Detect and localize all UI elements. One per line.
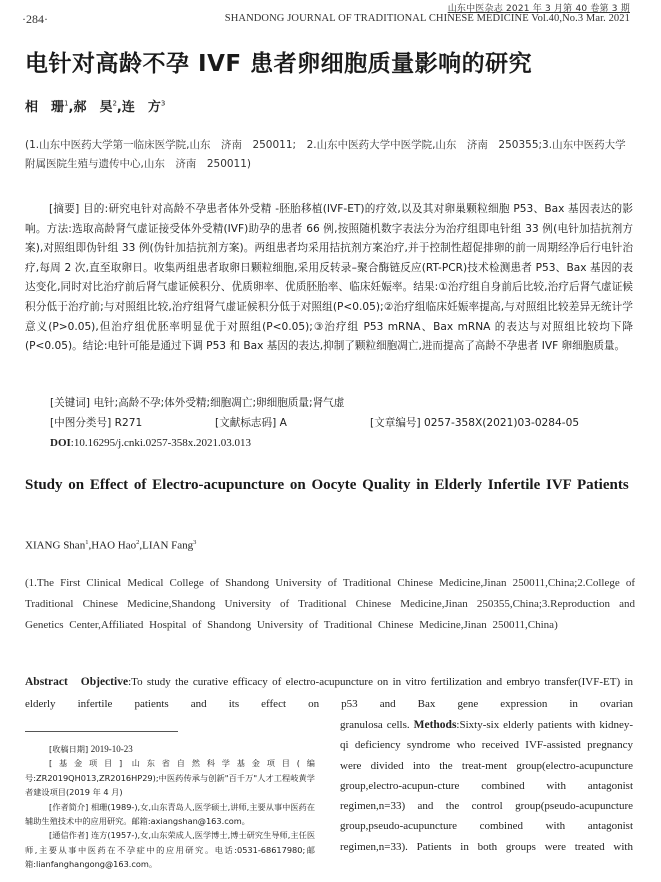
author-name: 郝 昊 [73, 100, 113, 115]
abstract-english-top [25, 671, 633, 715]
corresponding-label: [通信作者] [49, 830, 89, 841]
author-affiliation-mark: 2 [112, 99, 117, 108]
doi-value[interactable]: :10.16295/j.cnki.0257-358x.2021.03.013 [70, 437, 252, 449]
methods-text: :Sixty-six elderly patients with kidney-qi deficiency syndrome who received IVF-assisted pregnancy were divided into the treat-ment group(electro-acupuncture group,electro-acupun-cture combined with antagonist regimen,n=33) and the control group(pseudo-acupuncture group,pseudo-acupuncture combined with antagonist regimen,n=33). Patients in both groups were treated with [340, 719, 633, 853]
abstract-text: 目的:研究电针对高龄不孕患者体外受精 -胚胎移植(IVF-ET)的疗效,以及其对卵巢颗粒细胞 P53、Bax 基因表达的影响。方法:选取高龄肾气虚证接受体外受精(IVF)助孕的患者 66 例,按照随机数字表法分为治疗组即电针组 33 例(电针加拮抗剂方案),对照组即伪针组 33 例(伪针加拮抗剂方案)。两组患者均采用拮抗剂方案治疗,并于控制性超促排卵的前一周期经净后行电针治疗,每周 2 次,直至取卵日。收集两组患者取卵日颗粒细胞,采用反转录–聚合酶链反应(RT-PCR)技术检测患者 P53、Bax 基因的表达变化,同时对比治疗前后肾气虚证候积分、优质卵率、优质胚胎率、临床妊娠率。结果:①治疗组自身前后比较,治疗后肾气虚证候积分低于治疗前;与对照组比较,治疗组肾气虚证候积分低于对照组(P<0.05);②治疗组临床妊娠率提高,与对照组比较差异无统计学意义(P>0.05),但治疗组优胚率明显优于对照组(P<0.05);③治疗组 P53 mRNA、Bax mRNA 的表达与对照组比较均下降(P<0.05)。结论:电针可能是通过下调 P53 和 Bax 基因的表达,抑制了颗粒细胞凋亡,进而提高了高龄不孕患者 IVF 卵细胞质量。 [25, 203, 633, 353]
author-affiliation-mark: 3 [193, 539, 197, 546]
footnote-received [25, 742, 315, 756]
objective-continuation: granulosa cells. [340, 719, 410, 731]
received-date: 2019-10-23 [90, 744, 133, 754]
running-header-english: SHANDONG JOURNAL OF TRADITIONAL CHINESE MEDICINE Vol.40,No.3 Mar. 2021 [224, 13, 630, 24]
article-number-value: 0257-358X(2021)03-0284-05 [424, 417, 580, 429]
author-name: 连 方 [121, 100, 161, 115]
keywords-text: 电针;高龄不孕;体外受精;细胞凋亡;卵细胞质量;肾气虚 [93, 397, 345, 409]
author-bio-text: 相珊(1989-),女,山东青岛人,医学硕士,讲师,主要从事中医药在辅助生殖技术中的应用研究。邮箱:axiangshan@163.com。 [25, 801, 316, 827]
metadata-block [50, 393, 635, 453]
author-list-chinese: 相 珊$^1$,郝 昊$^2$,连 方$^3$ [25, 99, 166, 115]
clc-value: R271 [114, 417, 143, 429]
affiliations-chinese: (1.山东中医药大学第一临床医学院,山东 济南 250011; 2.山东中医药大学中医学院,山东 济南 250355;3.山东中医药大学附属医院生殖与遗传中心,山东 济南 250011) [25, 139, 626, 170]
article-title-chinese: 电针对高龄不孕 IVF 患者卵细胞质量影响的研究 [25, 51, 533, 77]
author-name: XIANG Shan [25, 539, 86, 552]
clc-label: [中图分类号] [50, 417, 112, 429]
document-code-value: A [279, 417, 287, 429]
article-number-label: [文章编号] [370, 417, 421, 429]
author-name: 相 珊 [25, 100, 65, 115]
author-list-english: XIANG Shan$^1$,HAO Hao$^2$,LIAN Fang$^3$ [25, 539, 197, 552]
affiliations-english: (1.The First Clinical Medical College of Shandong University of Traditional Chinese Medicine,Jinan 250011,China;2.College of Traditional Chinese Medicine,Shandong University of Traditional Chinese Medicine,Jinan 250355,China;3.Reproduction and Genetics Center,Affiliated Hospital of Shandong University of Traditional Chinese Medicine,Jinan 250011,China) [25, 577, 635, 631]
author-affiliation-mark: 2 [136, 539, 140, 546]
footnote-divider [25, 731, 178, 732]
author-affiliation-mark: 1 [64, 99, 69, 108]
keywords-label: [关键词] [50, 397, 91, 409]
author-name: HAO Hao [91, 539, 137, 552]
abstract-label-english: Abstract [25, 676, 68, 688]
doi-label: DOI [50, 437, 71, 449]
keywords-row [50, 393, 635, 413]
classification-row [50, 413, 635, 433]
page-number: ·284· [22, 12, 48, 26]
corresponding-text: 连方(1957-),女,山东荣成人,医学博士,博士研究生导师,主任医师,主要从事中医药在不孕症中的应用研究。电话:0531-68617980;邮箱:lianfanghangong@163.com。 [25, 830, 316, 870]
received-label: [收稿日期] [49, 744, 89, 754]
document-code-label: [文献标志码] [215, 417, 277, 429]
footnote-author-bio [25, 800, 315, 829]
footnotes [25, 742, 315, 872]
objective-label: Objective [80, 676, 129, 688]
doi-row [50, 433, 635, 453]
author-bio-label: [作者简介] [49, 801, 89, 812]
running-header-chinese: 山东中医杂志 2021 年 3 月第 40 卷第 3 期 [447, 4, 630, 14]
objective-text: :To study the curative efficacy of electro-acupuncture on in vitro fertilization and embryo transfer(IVF-ET) in elderly infertile patients and its effect on p53 and Bax gene expression in ovarian [25, 676, 634, 710]
abstract-chinese [25, 200, 633, 357]
author-affiliation-mark: 1 [85, 539, 89, 546]
abstract-english-column [340, 715, 633, 857]
methods-label: Methods [413, 719, 457, 731]
footnote-fund [25, 756, 315, 799]
author-affiliation-mark: 3 [160, 99, 166, 108]
abstract-label: [摘要] [49, 203, 80, 215]
fund-label: [基金项目] [49, 758, 123, 769]
footnote-corresponding-author [25, 828, 315, 871]
article-title-english: Study on Effect of Electro-acupuncture on Oocyte Quality in Elderly Infertile IVF Patients [25, 477, 629, 493]
fund-text: 山东省自然科学基金项目(编号:ZR2019QH013,ZR2016HP29);中医药传承与创新"百千万"人才工程岐黄学者建设项目(2019 年 4 月) [25, 758, 315, 798]
author-name: LIAN Fang [142, 539, 194, 552]
